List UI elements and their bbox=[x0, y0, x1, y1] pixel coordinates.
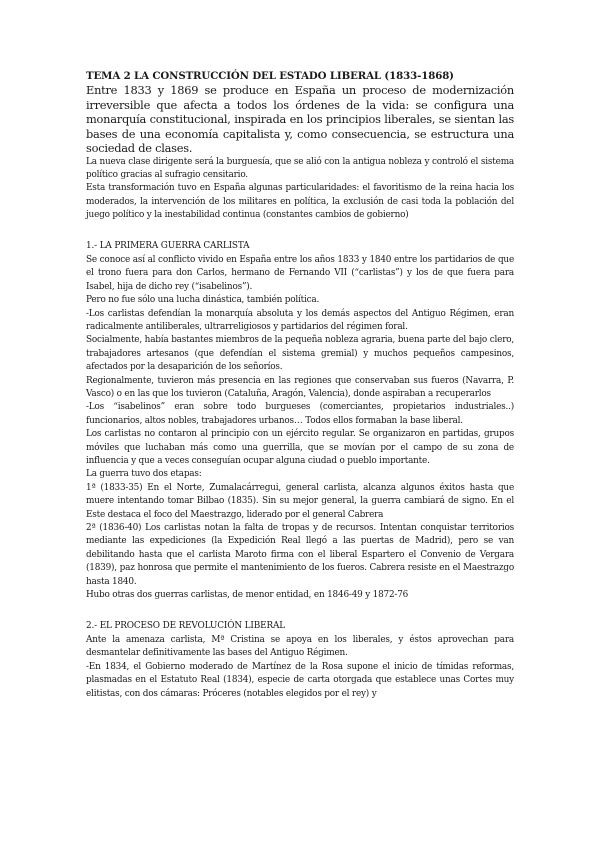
paragraph: Se conoce así al conflicto vivido en España entre los años 1833 y 1840 entre los partidarios de que el trono fuera para don Carlos, hermano de Fernando VII (“carlistas”) y los de que fuera para Isabel, hija de dicho rey (“isabelinos”). bbox=[86, 254, 514, 292]
intro-paragraph-particularidades: Esta transformación tuvo en España algunas particularidades: el favoritismo de la reina hacia los moderados, la intervención de los militares en política, la exclusión de casi toda la población del juego político y la inestabilidad continua (constantes cambios de gobierno) bbox=[86, 183, 514, 221]
paragraph: La guerra tuvo dos etapas: bbox=[86, 469, 202, 480]
section-heading-carlista: 1.- LA PRIMERA GUERRA CARLISTA bbox=[86, 240, 250, 251]
document-body bbox=[86, 70, 514, 701]
paragraph: Socialmente, había bastantes miembros de la pequeña nobleza agraria, buena parte del bajo clero, trabajadores artesanos (que defendían el sistema gremial) y muchos pequeños campesinos, afectados por la desaparición de los señoríos. bbox=[86, 335, 514, 373]
intro-paragraph: Entre 1833 y 1869 se produce en España un proceso de modernización irreversible que afecta a todos los órdenes de la vida: se configura una monarquía constitucional, inspirada en los principios liberales, se sientan las bases de una economía capitalista y, como consecuencia, se estructura una sociedad de clases. bbox=[86, 83, 514, 155]
intro-paragraph-burguesia: La nueva clase dirigente será la burguesía, que se alió con la antigua nobleza y controló el sistema político gracias al sufragio censitario. bbox=[86, 156, 514, 180]
paragraph: -En 1834, el Gobierno moderado de Martínez de la Rosa supone el inicio de tímidas reformas, plasmadas en el Estatuto Real (1834), especie de carta otorgada que establece unas Cortes muy elitistas, con dos cámaras: Próceres (notables elegidos por el rey) y bbox=[86, 661, 514, 699]
section-heading-revolucion: 2.- EL PROCESO DE REVOLUCIÓN LIBERAL bbox=[86, 620, 285, 631]
paragraph: -Los carlistas defendían la monarquía absoluta y los demás aspectos del Antiguo Régimen, eran radicalmente antiliberales, ultrarreligiosos y partidarios del régimen foral. bbox=[86, 308, 514, 332]
paragraph: Pero no fue sólo una lucha dinástica, también política. bbox=[86, 295, 320, 306]
paragraph: Hubo otras dos guerras carlistas, de menor entidad, en 1846-49 y 1872-76 bbox=[86, 590, 409, 601]
document-title: TEMA 2 LA CONSTRUCCIÓN DEL ESTADO LIBERAL (1833-1868) bbox=[86, 70, 454, 82]
paragraph: Los carlistas no contaron al principio con un ejército regular. Se organizaron en partidas, grupos móviles que luchaban más como una guerrilla, que se movían por el campo de su zona de influencia y que a veces conseguían ocupar alguna ciudad o pueblo importante. bbox=[86, 429, 514, 467]
paragraph: 1ª (1833-35) En el Norte, Zumalacárregui, general carlista, alcanza algunos éxitos hasta que muere intentando tomar Bilbao (1835). Sin su mejor general, la guerra cambiará de signo. En el Este destaca el foco del Maestrazgo, liderado por el general Cabrera bbox=[86, 482, 514, 520]
paragraph: -Los “isabelinos” eran sobre todo burgueses (comerciantes, propietarios industriales..) funcionarios, altos nobles, trabajadores urbanos… Todos ellos formaban la base liberal. bbox=[86, 402, 514, 426]
paragraph: 2ª (1836-40) Los carlistas notan la falta de tropas y de recursos. Intentan conquistar territorios mediante las expediciones (la Expedición Real llegó a las puertas de Madrid), pero se van debilitando hasta que el carlista Maroto firma con el liberal Espartero el Convenio de Vergara (1839), paz honrosa que permite el mantenimiento de los fueros. Cabrera resiste en el Maestrazgo hasta 1840. bbox=[86, 523, 514, 587]
paragraph: Regionalmente, tuvieron más presencia en las regiones que conservaban sus fueros (Navarra, P. Vasco) o en las que los tuvieron (Cataluña, Aragón, Valencia), donde aspiraban a recuperarlos bbox=[86, 375, 514, 399]
paragraph: Ante la amenaza carlista, Mª Cristina se apoya en los liberales, y éstos aprovechan para desmantelar definitivamente las bases del Antiguo Régimen. bbox=[86, 634, 514, 659]
